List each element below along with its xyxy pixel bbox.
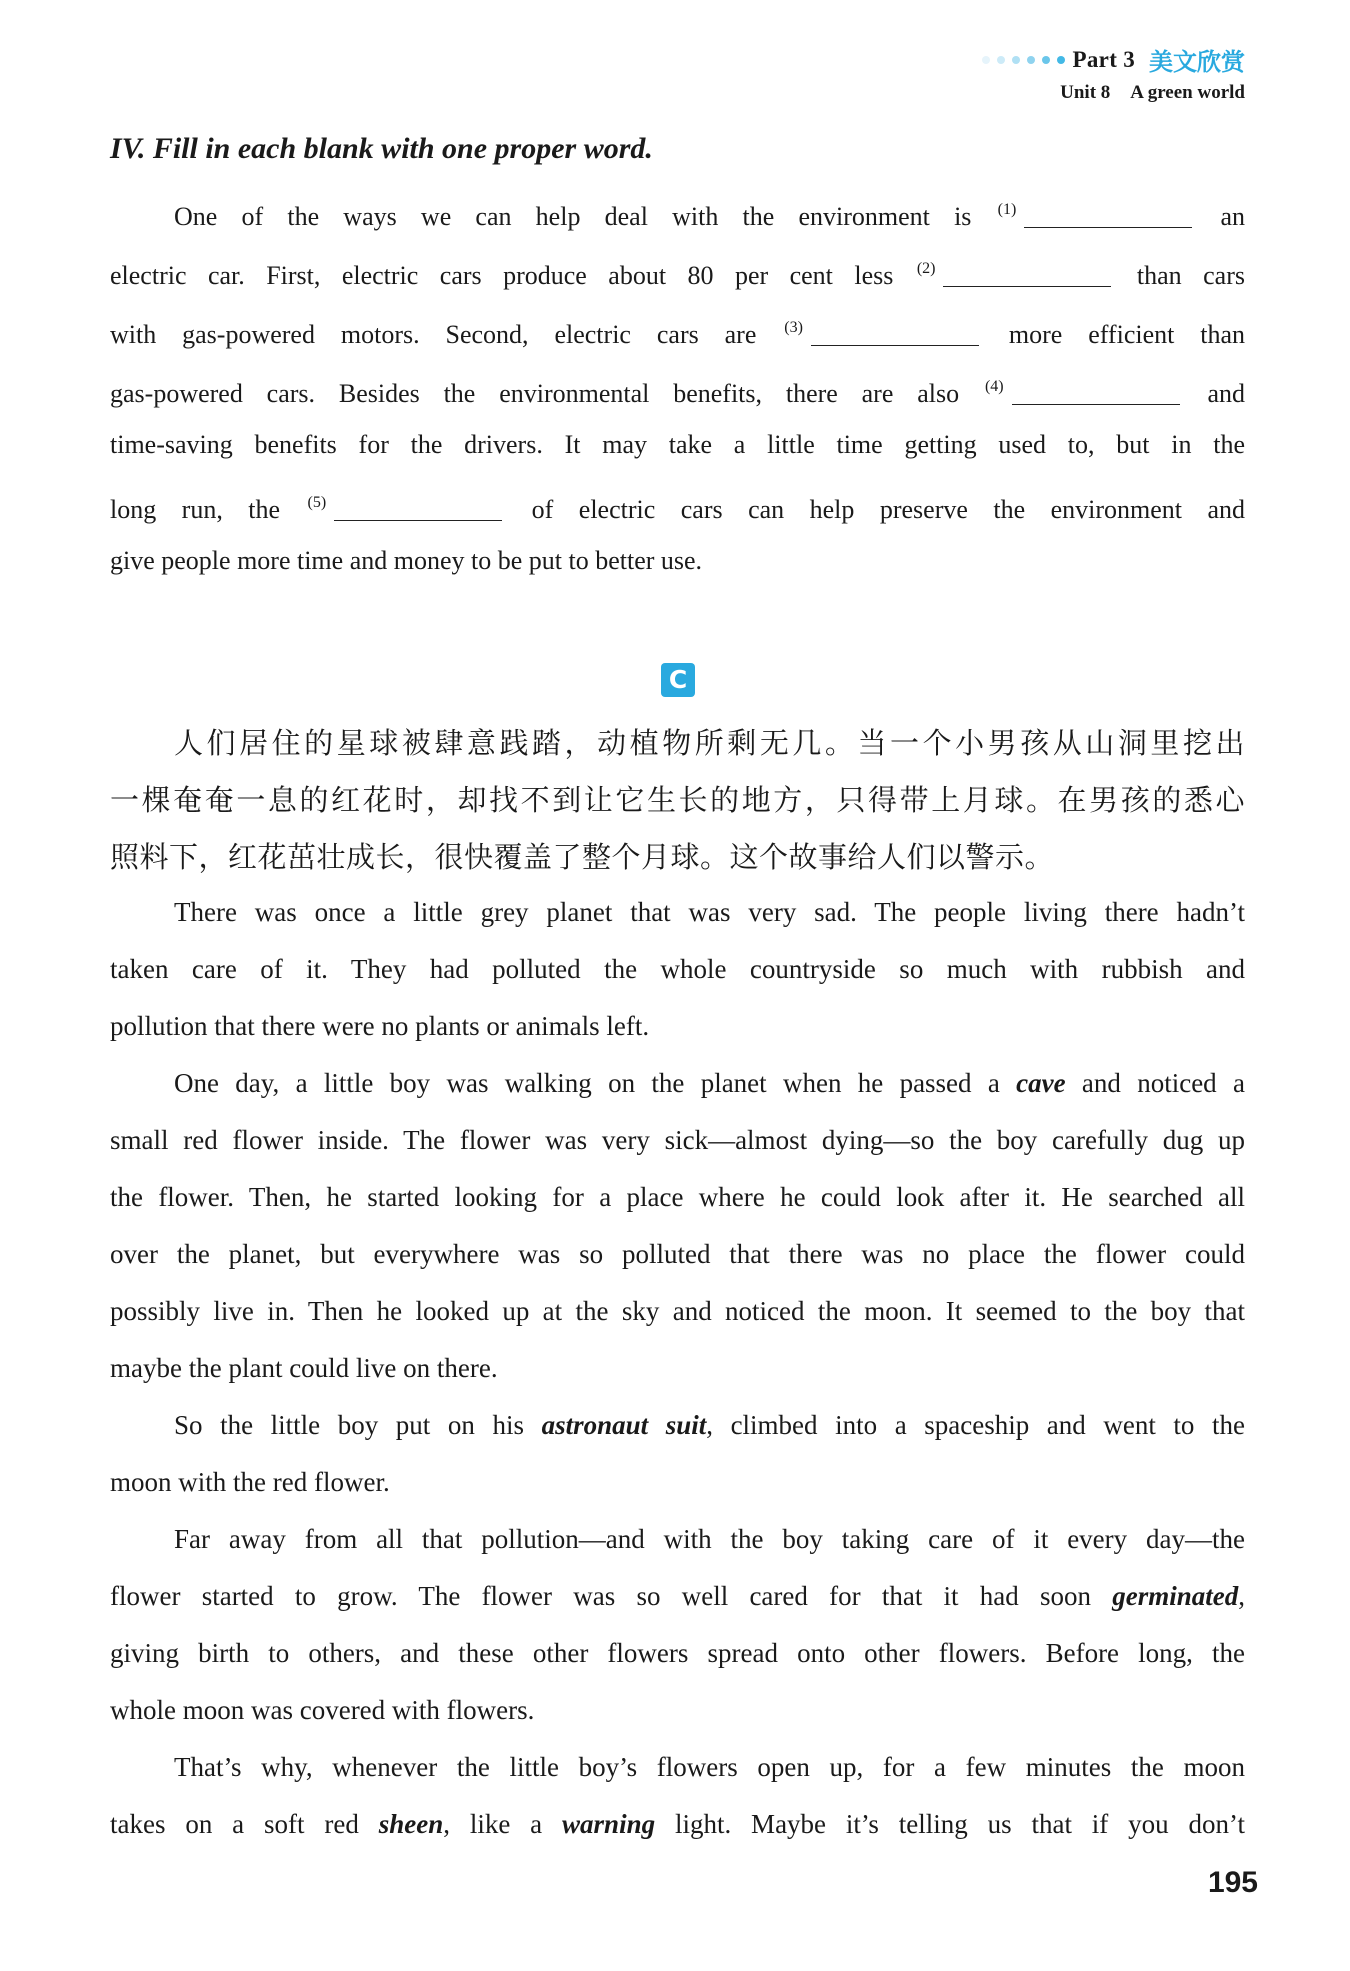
exercise-text: gas-powered cars. Besides the environmental benefits, there are also: [110, 379, 960, 408]
exercise-text: more efficient than: [1008, 320, 1246, 349]
running-header: [975, 42, 1245, 77]
blank-number: (3): [784, 319, 803, 336]
blank-number: (4): [984, 378, 1004, 395]
vocab-keyword: astronaut suit: [541, 1410, 707, 1440]
blank-5[interactable]: [334, 496, 502, 521]
unit-title: A green world: [1130, 82, 1245, 103]
exercise-text: long run, the: [110, 495, 281, 524]
reading-line: There was once a little grey planet that was very sad. The people living there hadn’t: [174, 897, 1245, 927]
blank-3[interactable]: [811, 321, 979, 346]
exercise-text: of electric cars can help preserve the environment and: [531, 495, 1245, 524]
reading-line: [110, 1807, 1245, 1841]
reading-line: whole moon was covered with flowers.: [110, 1695, 535, 1725]
reading-line: the flower. Then, he started looking for a place where he could look after it. He searched all: [110, 1182, 1245, 1212]
reading-line: taken care of it. They had polluted the whole countryside so much with rubbish and: [110, 954, 1245, 984]
exercise-line-3: [110, 311, 1245, 352]
chinese-summary-line-1: 人们居住的星球被肆意践踏，动植物所剩无几。当一个小男孩从山洞里挖出: [174, 726, 1245, 760]
reading-line: small red flower inside. The flower was very sick—almost dying—so the boy carefully dug up: [110, 1125, 1245, 1155]
exercise-line-1: [110, 193, 1245, 234]
reading-line: giving birth to others, and these other flowers spread onto other flowers. Before long, the: [110, 1638, 1245, 1668]
chinese-summary-line-2: 一棵奄奄一息的红花时，却找不到让它生长的地方，只得带上月球。在男孩的悉心: [110, 783, 1245, 817]
exercise-line-4: [110, 370, 1245, 411]
reading-text: One day, a little boy was walking on the planet when he passed a: [174, 1068, 1000, 1098]
blank-4[interactable]: [1012, 380, 1180, 405]
reading-line: possibly live in. Then he looked up at the sky and noticed the moon. It seemed to the boy that: [110, 1296, 1245, 1326]
chinese-summary-line-3: 照料下，红花茁壮成长，很快覆盖了整个月球。这个故事给人们以警示。: [110, 840, 1055, 874]
exercise-line-2: [110, 252, 1245, 293]
part-label: Part 3: [1072, 46, 1135, 72]
blank-1[interactable]: [1024, 203, 1192, 228]
exercise-text: electric car. First, electric cars produce about 80 per cent less: [110, 261, 894, 290]
exercise-text: One of the ways we can help deal with the environment is: [174, 202, 972, 231]
reading-line: Far away from all that pollution—and with the boy taking care of it every day—the: [174, 1524, 1245, 1554]
blank-number: (2): [916, 260, 936, 277]
blank-2[interactable]: [943, 262, 1111, 287]
reading-text: So the little boy put on his: [174, 1410, 524, 1440]
reading-line: maybe the plant could live on there.: [110, 1353, 498, 1383]
reading-line: [110, 1066, 1245, 1100]
blank-number: (1): [997, 201, 1017, 218]
part-chinese-title: 美文欣赏: [1149, 48, 1245, 76]
vocab-keyword: germinated: [1112, 1581, 1239, 1611]
reading-text: light. Maybe it’s telling us that if you don’t: [674, 1809, 1246, 1839]
reading-line: [110, 1579, 1245, 1613]
reading-line: moon with the red flower.: [110, 1467, 390, 1497]
reading-line: pollution that there were no plants or animals left.: [110, 1011, 650, 1041]
exercise-text: an: [1220, 202, 1246, 231]
reading-line: [110, 1408, 1245, 1442]
decorative-dots-icon: [975, 56, 1065, 64]
vocab-keyword: sheen: [378, 1809, 444, 1839]
reading-text: and noticed a: [1081, 1068, 1245, 1098]
vocab-keyword: cave: [1016, 1068, 1066, 1098]
vocab-keyword: warning: [562, 1809, 656, 1839]
reading-line: over the planet, but everywhere was so polluted that there was no place the flower could: [110, 1239, 1245, 1269]
section-title: IV. Fill in each blank with one proper word.: [110, 132, 653, 165]
reading-text: flower started to grow. The flower was so well cared for that it had soon: [110, 1581, 1092, 1611]
reading-text: ,: [1238, 1581, 1245, 1611]
reading-text: , like a: [443, 1809, 543, 1839]
exercise-line-7: give people more time and money to be put to better use.: [110, 546, 703, 575]
unit-label: Unit 8: [1060, 82, 1111, 103]
exercise-line-5: time-saving benefits for the drivers. It may take a little time getting used to, but in the: [110, 430, 1245, 459]
exercise-text: than cars: [1136, 261, 1245, 290]
reading-text: , climbed into a spaceship and went to the: [706, 1410, 1245, 1440]
exercise-line-6: [110, 486, 1245, 527]
exercise-text: and: [1207, 379, 1245, 408]
page-number: 195: [1207, 1866, 1258, 1899]
exercise-text: with gas-powered motors. Second, electric cars are: [110, 320, 757, 349]
reading-text: takes on a soft red: [110, 1809, 359, 1839]
unit-header: [1060, 82, 1245, 104]
reading-line: That’s why, whenever the little boy’s flowers open up, for a few minutes the moon: [174, 1752, 1245, 1782]
section-c-badge: C: [661, 663, 695, 697]
blank-number: (5): [307, 494, 327, 511]
